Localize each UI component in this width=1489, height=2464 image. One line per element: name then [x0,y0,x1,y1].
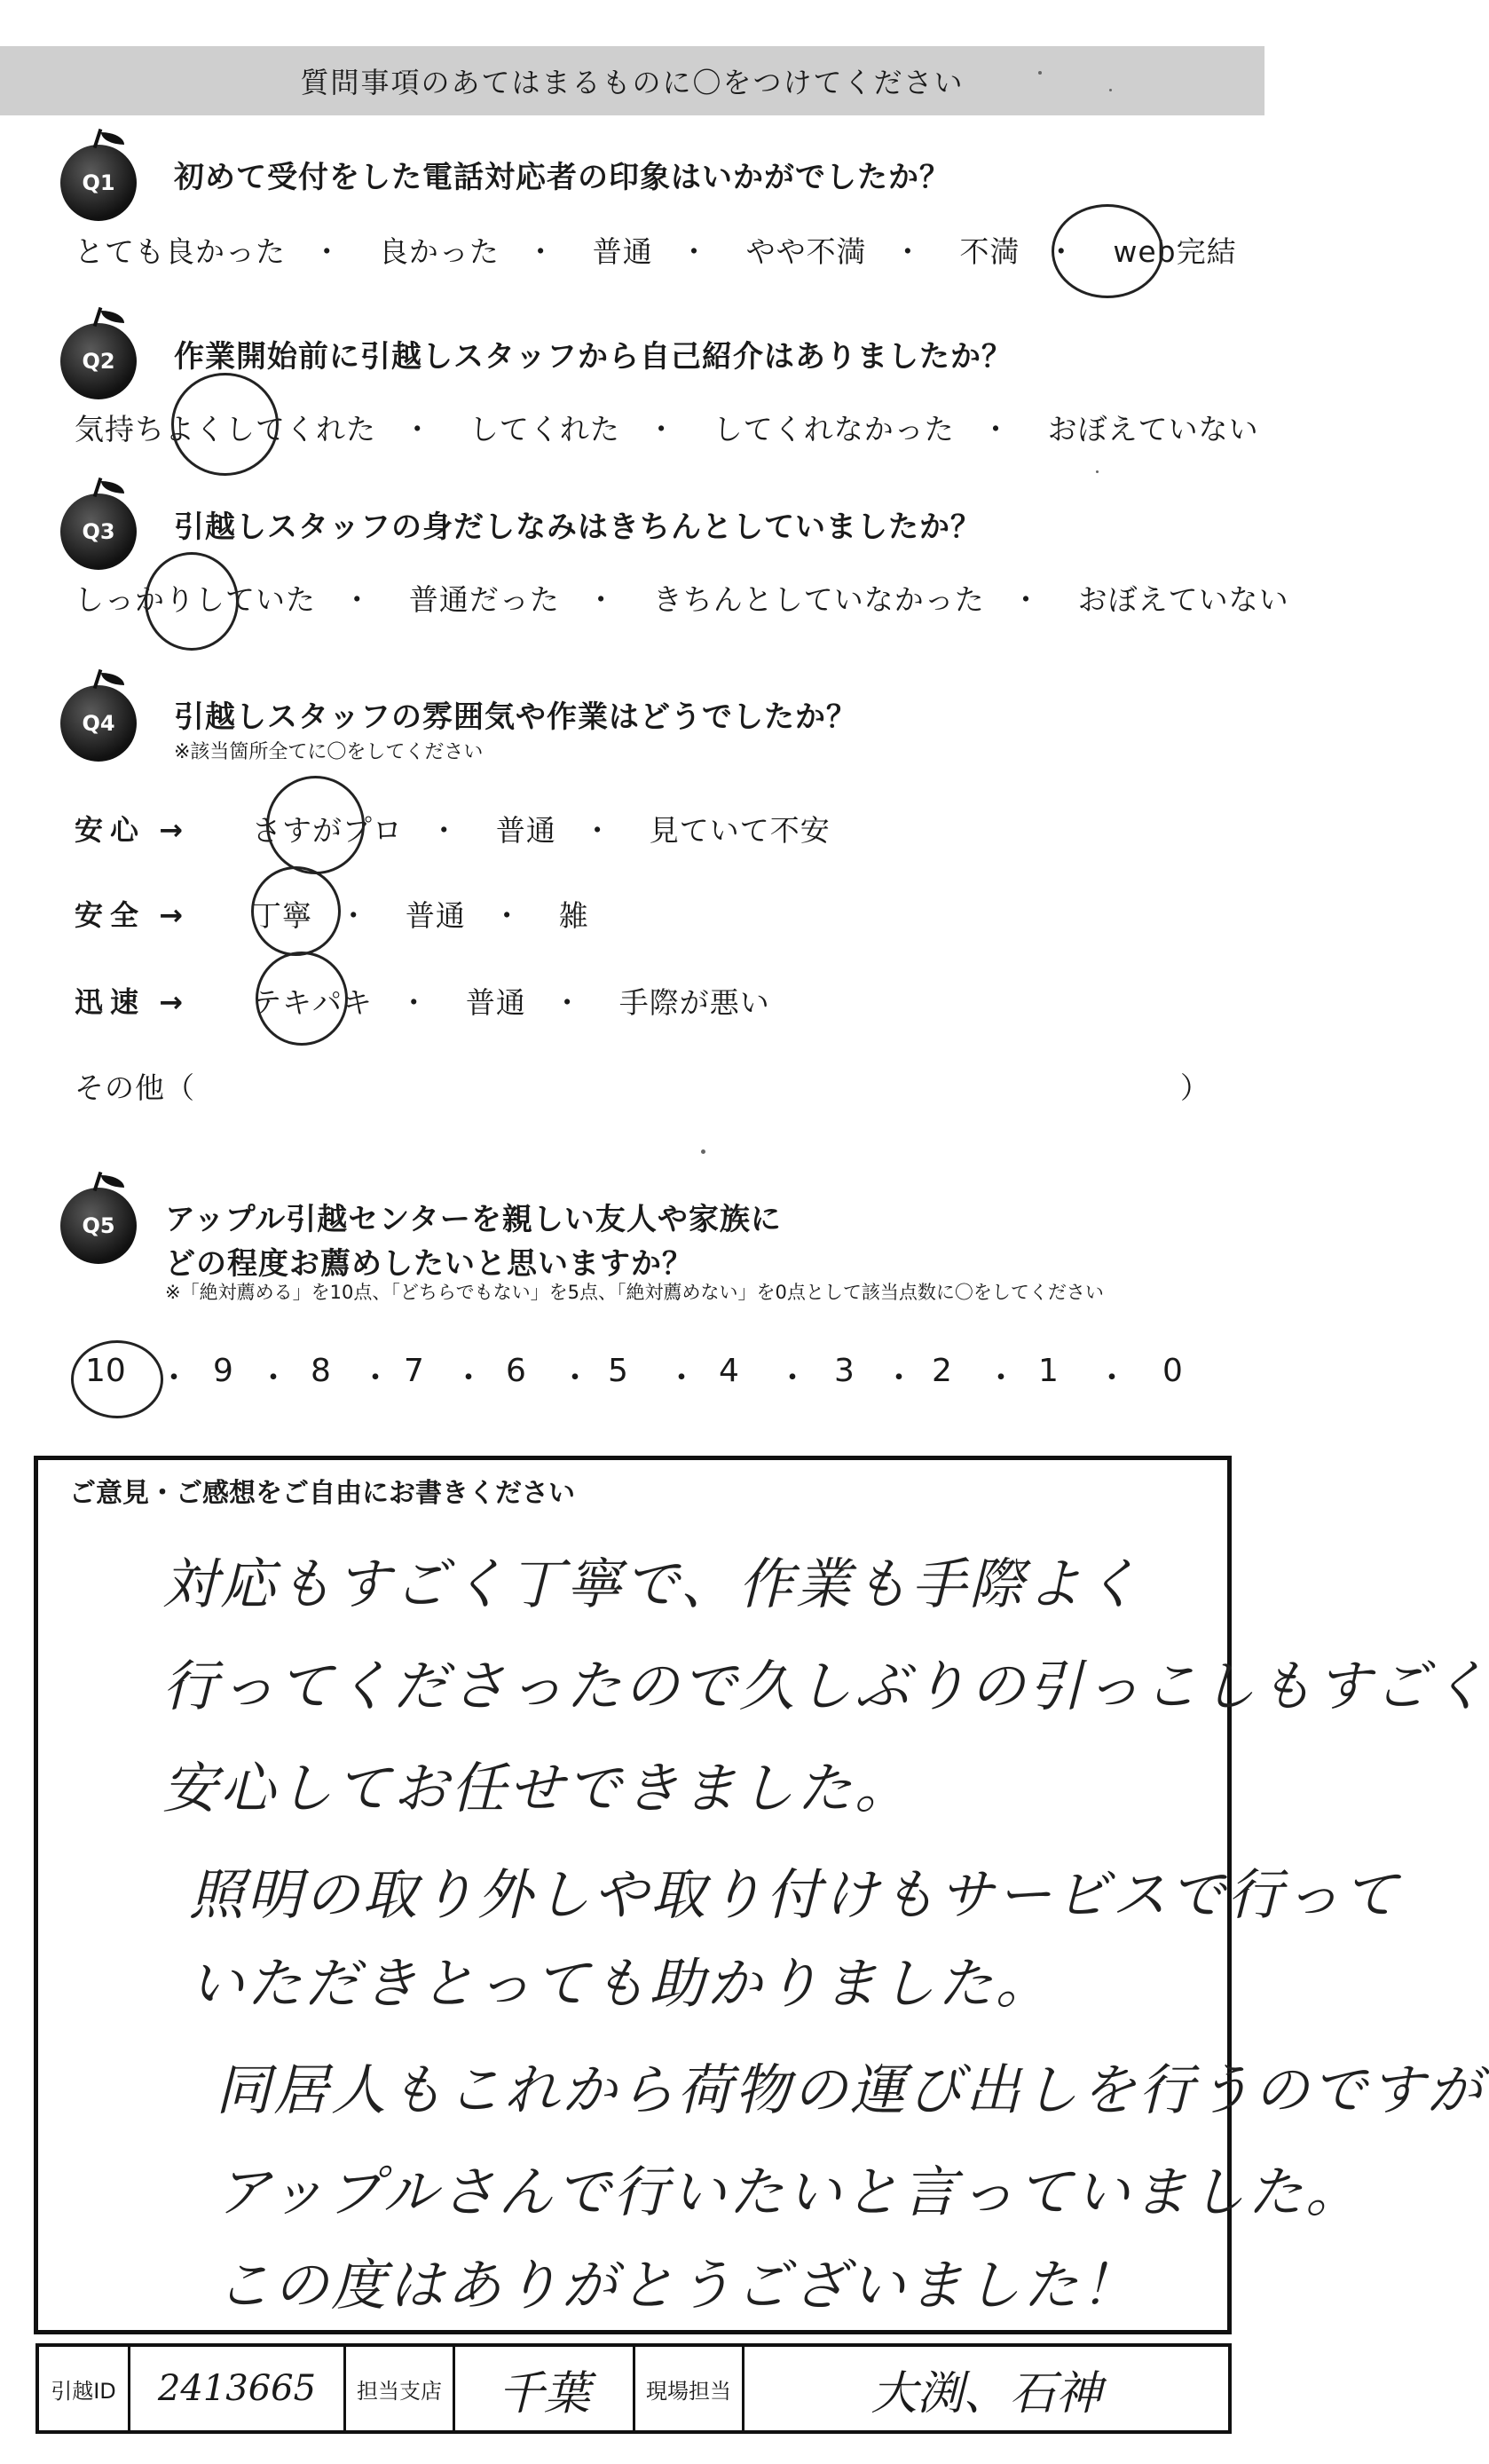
score-option[interactable]: 3 [834,1353,855,1389]
separator: ・ [398,985,429,1020]
q5-question-line2: どの程度お薦めしたいと思いますか？ [165,1246,693,1282]
score-option[interactable]: 5 [608,1353,628,1389]
separator: ・ [883,1360,916,1396]
q4-row-label: 迅速 [75,985,146,1019]
arrow-icon: → [159,985,190,1019]
handwritten-line: 同居人もこれから荷物の運び出しを行うのですが [216,2057,1485,2122]
form-header-title: 質問事項のあてはまるものに〇をつけてください [300,66,965,99]
q4-row-anzen [75,893,1051,934]
q4-anzen-selection-circle [251,866,341,956]
separator: ・ [1011,582,1042,617]
arrow-icon: → [159,813,190,847]
handwritten-line: アップルさんで行いたいと言っていました。 [216,2160,1364,2224]
score-option[interactable]: 9 [213,1353,233,1389]
q1-question: 初めて受付をした電話対応者の印象はいかがでしたか？ [174,160,950,195]
score-option[interactable]: 0 [1162,1353,1183,1389]
q4-option[interactable]: 雑 [558,898,589,933]
handwritten-line: 安心してお任せできました。 [162,1756,913,1820]
separator: ・ [666,1360,698,1396]
q2-question: 作業開始前に引越しスタッフから自己紹介はありましたか？ [174,339,1012,375]
score-option[interactable]: 7 [404,1353,424,1389]
q5-badge: Q5 [60,1188,137,1264]
q2-option[interactable]: してくれなかった [713,412,955,446]
q1-option[interactable]: 不満 [959,234,1020,269]
q3-option-selected[interactable]: しっかりしていた [75,582,316,617]
handwritten-line: この度はありがとうございました！ [216,2253,1139,2318]
staff-label: 現場担当 [635,2347,744,2430]
score-option[interactable]: 1 [1038,1353,1059,1389]
form-header [0,46,1264,115]
q2-option[interactable]: してくれた [469,412,620,446]
staff-value[interactable]: 大渕、石神 [871,2366,1102,2421]
scan-speck [1038,71,1042,75]
separator: ・ [582,813,613,848]
q5-selection-circle [71,1340,163,1418]
q3-options [75,577,1289,619]
separator: ・ [429,813,460,848]
separator: ・ [453,1360,485,1396]
separator: ・ [359,1360,392,1396]
q1-option[interactable]: 普通 [592,234,653,269]
score-option[interactable]: 4 [719,1353,739,1389]
branch-label: 担当支店 [346,2347,455,2430]
q4-row-label: 安心 [75,813,146,847]
separator: ・ [492,898,523,933]
separator: ・ [525,234,556,269]
q3-option[interactable]: おぼえていない [1077,582,1289,617]
q2-badge: Q2 [60,323,137,399]
separator: ・ [646,412,677,446]
q4-option-selected[interactable]: テキパキ [252,985,373,1020]
q4-other [75,1065,195,1107]
q4-row-label: 安全 [75,898,146,932]
q4-option[interactable]: 普通 [405,898,466,933]
handwritten-line: 照明の取り外しや取り付けもサービスで行って [189,1862,1401,1927]
separator: ・ [311,234,343,269]
separator: ・ [402,412,433,446]
arrow-icon: → [159,898,190,932]
separator: ・ [981,412,1012,446]
q4-question: 引越しスタッフの雰囲気や作業はどうでしたか？ [174,699,857,735]
q4-anshin-selection-circle [266,776,365,874]
q3-badge: Q3 [60,494,137,570]
q2-selection-circle [171,373,279,476]
q5-question-line1: アップル引越センターを親しい友人や家族に [165,1202,782,1237]
separator: ・ [257,1360,290,1396]
move-id-label: 引越ID [39,2347,130,2430]
q4-jinsoku-selection-circle [256,952,348,1046]
separator: ・ [679,234,710,269]
separator: ・ [776,1360,809,1396]
branch-value[interactable]: 千葉 [455,2347,635,2430]
separator: ・ [338,898,369,933]
separator: ・ [559,1360,592,1396]
separator: ・ [552,985,583,1020]
q1-selection-circle [1052,204,1163,298]
score-option[interactable]: 2 [932,1353,952,1389]
comment-heading: ご意見・ご感想をご自由にお書きください [69,1478,575,1509]
separator: ・ [158,1360,191,1396]
q1-option-selected[interactable]: web完結 [1113,234,1237,269]
q1-option[interactable]: とても良かった [75,234,286,269]
q4-badge: Q4 [60,685,137,762]
score-option[interactable]: 8 [311,1353,331,1389]
separator: ・ [586,582,617,617]
handwritten-line: いただきとっても助かりました。 [189,1951,1053,2016]
q1-badge: Q1 [60,145,137,221]
scan-speck [701,1149,705,1154]
q1-option[interactable]: やや不満 [745,234,867,269]
q4-note: ※該当箇所全てに〇をしてください [174,741,484,763]
q4-option[interactable]: 普通 [465,985,526,1020]
q3-selection-circle [145,552,239,651]
separator: ・ [893,234,924,269]
handwritten-line: 対応もすごく丁寧で、作業も手際よく [162,1552,1142,1616]
q2-option[interactable]: おぼえていない [1047,412,1259,446]
separator: ・ [985,1360,1018,1396]
q2-option-selected[interactable]: 気持ちよくしてくれた [75,412,376,446]
q4-other-label: その他（ [75,1070,195,1105]
q1-option[interactable]: 良かった [378,234,500,269]
q4-row-jinsoku [75,980,1051,1021]
q5-note: ※「絶対薦める」を10点、「どちらでもない」を5点、「絶対薦めない」を0点として該当点数に〇をしてください [165,1282,1104,1303]
scan-speck [1096,470,1099,473]
q3-option[interactable]: 普通だった [408,582,560,617]
q4-option-selected[interactable]: さすがプロ [252,813,403,848]
q4-option[interactable]: 手際が悪い [618,985,770,1020]
q3-option[interactable]: きちんとしていなかった [652,582,985,617]
q4-row-anshin [75,808,1051,849]
q4-other-close: ） [1180,1070,1210,1105]
q4-option[interactable]: 普通 [495,813,556,848]
move-id-value[interactable]: 2413665 [130,2347,346,2430]
score-option-selected[interactable]: 10 [85,1353,126,1389]
separator: ・ [342,582,373,617]
score-option[interactable]: 6 [506,1353,526,1389]
separator: ・ [1046,234,1077,269]
comment-box[interactable] [34,1456,1489,2334]
scan-speck [1109,89,1112,91]
footer-table [35,2343,1232,2434]
handwritten-line: 行ってくださったので久しぶりの引っこしもすごく [162,1654,1489,1718]
q4-option[interactable]: 見ていて不安 [649,813,831,848]
q3-question: 引越しスタッフの身だしなみはきちんとしていましたか？ [174,509,981,545]
separator: ・ [1096,1360,1129,1396]
q5-score-row [0,1353,1346,1397]
q4-option-selected[interactable]: 丁寧 [252,898,312,933]
